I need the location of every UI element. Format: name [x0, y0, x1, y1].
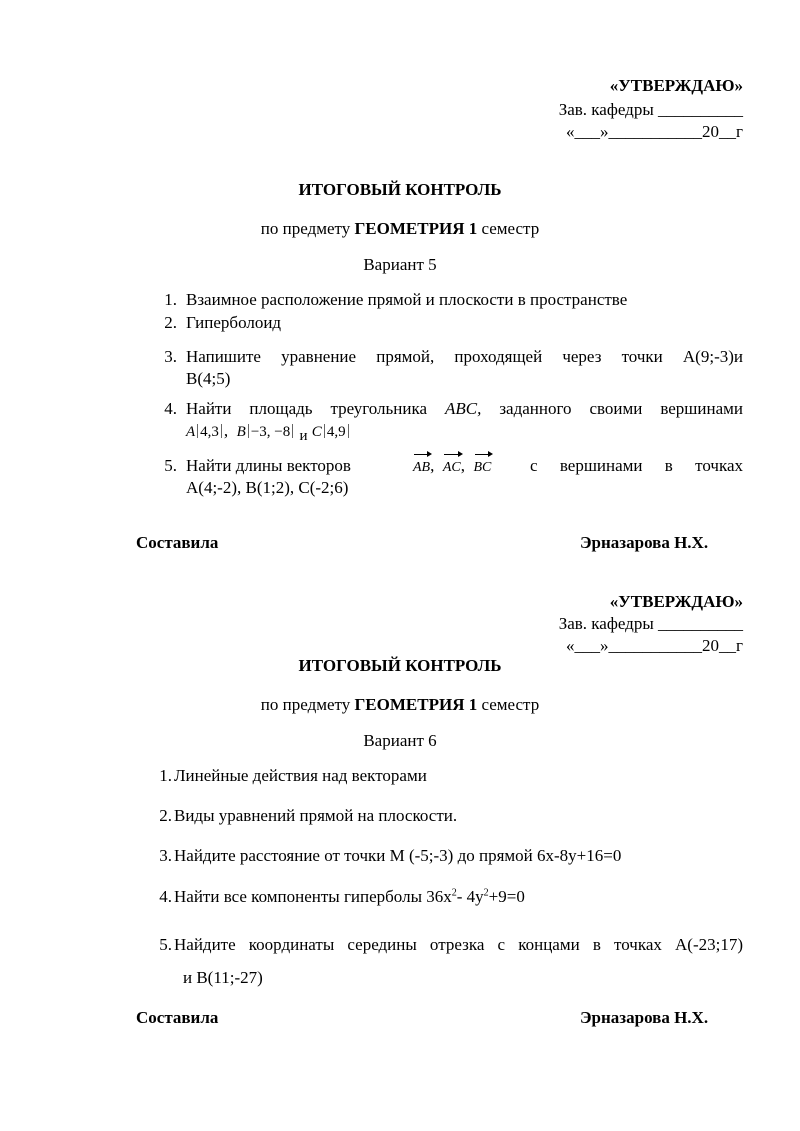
- vertices-formula: A 4,3 , B −3, −8 и C 4,9: [186, 420, 743, 443]
- subject-name: ГЕОМЕТРИЯ 1: [354, 219, 478, 238]
- item-number: 2.: [159, 806, 172, 825]
- subject-name: ГЕОМЕТРИЯ 1: [354, 695, 478, 714]
- list-item-line: и В(11;-27): [183, 968, 263, 987]
- subject-line: [0, 695, 800, 715]
- subject-suffix: семестр: [477, 695, 540, 714]
- item-number: 4.: [159, 887, 172, 906]
- vector-bc: BC: [474, 457, 492, 479]
- list-item: Найдите расстояние от точки M (-5;-3) до прямой 6x-8y+16=0: [174, 846, 622, 865]
- triangle-name: ABC,: [445, 399, 482, 418]
- item-text: +9=0: [488, 887, 525, 906]
- vertex-b-name: B: [236, 424, 246, 440]
- footer-author: Эрназарова Н.Х.: [580, 533, 709, 552]
- page-title: ИТОГОВЫЙ КОНТРОЛЬ: [298, 180, 502, 199]
- paren-right: [348, 424, 349, 438]
- item-text: Найти площадь треугольника: [186, 399, 445, 418]
- variant-label: Вариант 6: [363, 731, 437, 750]
- paren-left: [324, 424, 325, 438]
- footer-author: Эрназарова Н.Х.: [580, 1008, 709, 1027]
- paren-right: [221, 424, 222, 438]
- item-text: - 4y: [456, 887, 484, 906]
- list-item: Виды уравнений прямой на плоскости.: [174, 806, 458, 825]
- paren-left: [197, 424, 198, 438]
- vertex-c-name: C: [311, 424, 322, 440]
- list-item: Гиперболоид: [186, 313, 282, 332]
- paren-right: [292, 424, 293, 438]
- list-item: Взаимное расположение прямой и плоскости в пространстве: [186, 290, 628, 309]
- vectors-list: AB, AC, BC: [413, 455, 491, 479]
- superscript: 2: [483, 887, 489, 899]
- item-text-wrap: [530, 455, 743, 477]
- vertex-b-coords: −3, −8: [250, 424, 291, 440]
- subject-suffix: семестр: [477, 219, 540, 238]
- and-word: и: [299, 428, 308, 444]
- approval-head: Зав. кафедры __________: [558, 614, 743, 633]
- item-number: 1.: [164, 290, 177, 309]
- list-item-line: Найдите координаты середины отрезка с концами в точках А(-23;17): [174, 935, 743, 954]
- subject-prefix: по предмету: [260, 219, 355, 238]
- list-item: Линейные действия над векторами: [174, 766, 427, 785]
- list-item-line: Напишите уравнение прямой, проходящей через точки А(9;-3)и: [186, 347, 743, 366]
- item-number: 1.: [159, 766, 172, 785]
- list-item-line: В(4;5): [186, 369, 231, 388]
- item-text: Найти длины векторов: [186, 456, 351, 475]
- list-item: [174, 887, 525, 907]
- item-number: 5.: [159, 935, 172, 954]
- list-item-line: A(4;-2), B(1;2), C(-2;6): [186, 478, 349, 497]
- approval-head: Зав. кафедры __________: [558, 100, 743, 119]
- approval-title: «УТВЕРЖДАЮ»: [609, 76, 743, 95]
- subject-line: [0, 219, 800, 239]
- item-text: с вершинами в точках: [530, 456, 743, 475]
- vector-ac: AC: [443, 457, 461, 479]
- item-number: 4.: [164, 399, 177, 418]
- variant-label: Вариант 5: [363, 255, 437, 274]
- vertex-c-coords: 4,9: [326, 424, 346, 440]
- vertex-a-name: A: [186, 424, 196, 440]
- footer-compiled-by: Составила: [136, 533, 219, 552]
- item-number: 2.: [164, 313, 177, 332]
- approval-date: «___»___________20__г: [566, 122, 743, 141]
- item-text: заданного своими вершинами: [481, 399, 743, 418]
- approval-title: «УТВЕРЖДАЮ»: [609, 592, 743, 611]
- page-title: ИТОГОВЫЙ КОНТРОЛЬ: [298, 656, 502, 675]
- vertex-a-coords: 4,3: [200, 424, 219, 440]
- item-number: 3.: [159, 846, 172, 865]
- paren-left: [248, 424, 249, 438]
- item-number: 5.: [164, 456, 177, 475]
- subject-prefix: по предмету: [260, 695, 355, 714]
- superscript: 2: [451, 887, 457, 899]
- item-number: 3.: [164, 347, 177, 366]
- footer-compiled-by: Составила: [136, 1008, 219, 1027]
- approval-date: «___»___________20__г: [566, 636, 743, 655]
- list-item-line: [186, 398, 743, 420]
- vector-ab: AB: [413, 457, 430, 479]
- item-text: Найти все компоненты гиперболы 36x: [174, 887, 452, 906]
